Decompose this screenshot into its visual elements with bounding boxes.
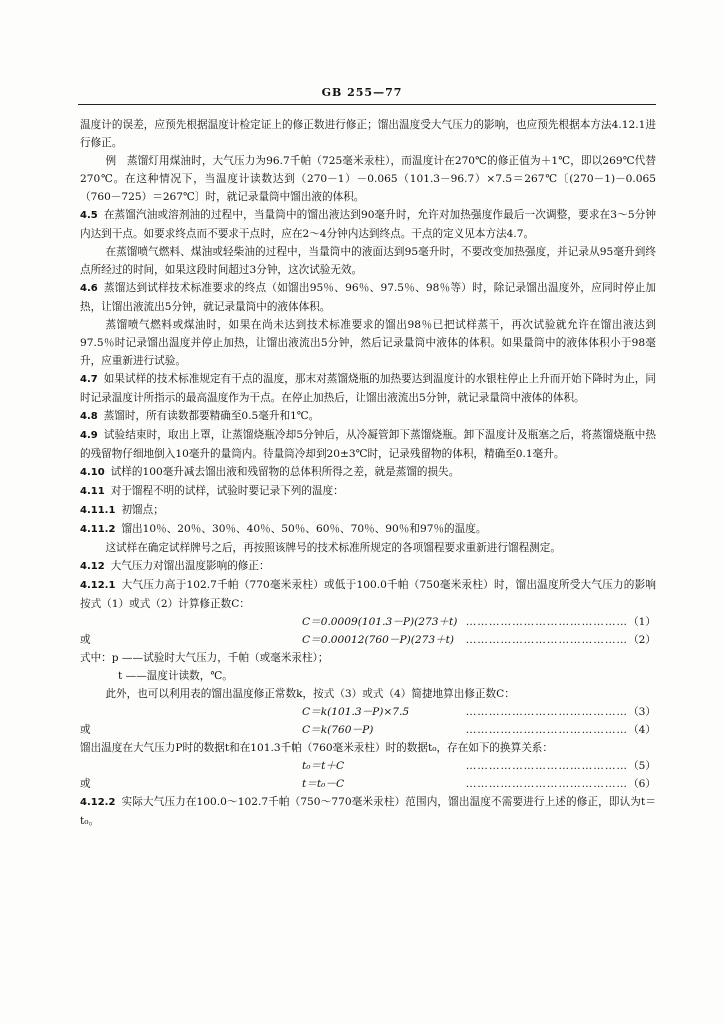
section-text: 实际大气压力在100.0～102.7千帕（750～770毫米汞柱）范围内，馏出温度不需要进行上述的修正，即认为t＝t₀。 — [80, 796, 656, 827]
paragraph-thermometer-correction: 温度计的误差，应预先根据温度计检定证上的修正数进行修正；馏出温度受大气压力的影响，也应预先根据本方法4.12.1进行修正。 — [80, 119, 656, 149]
equation-2 — [80, 631, 656, 649]
section-number: 4.11.1 — [80, 505, 116, 516]
equation-number: （5） — [628, 760, 656, 772]
header-rule — [78, 104, 656, 105]
equation-prefix: 或 — [80, 634, 91, 646]
section-text: 如果试样的技术标准规定有干点的温度，那末对蒸馏烧瓶的加热要达到温度计的水银柱停止上升而开始下降时为止，同时记录温度计所指示的最高温度作为干点。在停止加热后，让馏出液流出5分钟，就记录量筒中液体的体积。 — [80, 373, 656, 404]
section-text: 蒸馏时，所有读数都要精确至0.5毫升和1℃。 — [103, 410, 320, 422]
section-number: 4.12 — [80, 561, 105, 572]
section-text: 大气压力对馏出温度影响的修正： — [110, 560, 270, 572]
section-number: 4.10 — [80, 467, 105, 478]
document-body — [80, 116, 656, 830]
section-number: 4.12.1 — [80, 580, 116, 591]
section-number: 4.11.2 — [80, 524, 116, 535]
equation-formula: t₀＝t＋C — [302, 760, 345, 772]
section-4-11-1 — [80, 501, 656, 520]
section-text: 馏出10％、20％、30％、40％、50％、60％、70％、90％和97％的温度。 — [121, 523, 487, 535]
section-number: 4.9 — [80, 430, 98, 441]
section-text: 大气压力高于102.7千帕（770毫米汞柱）或低于100.0千帕（750毫米汞柱）时，馏出温度所受大气压力的影响按式（1）或式（2）计算修正数C： — [80, 579, 656, 610]
equation-formula: C＝k(101.3－P)×7.5 — [302, 706, 410, 718]
section-text: 在蒸馏汽油或溶剂油的过程中，当量筒中的馏出液达到90毫升时，允许对加热强度作最后一次调整，要求在3～5分钟内达到干点。如要求终点而不要求干点时，应在2～4分钟内达到终点。干点的定义见本方法4.7。 — [80, 209, 656, 240]
equation-number: （1） — [628, 616, 656, 628]
section-4-10 — [80, 463, 656, 482]
dot-leader: …………………………………… — [465, 778, 628, 790]
section-number: 4.11 — [80, 486, 105, 497]
paragraph-4-11-b: 这试样在确定试样牌号之后，再按照该牌号的技术标准所规定的各项馏程要求重新进行馏程测定。 — [105, 542, 561, 554]
equation-number: （2） — [628, 634, 656, 646]
equation-number: （4） — [628, 724, 656, 736]
equation-1 — [80, 613, 656, 631]
section-4-12 — [80, 557, 656, 576]
where-clause — [80, 649, 656, 667]
section-4-12-1 — [80, 576, 656, 613]
section-number: 4.7 — [80, 374, 98, 385]
section-number: 4.8 — [80, 411, 98, 422]
section-text: 试样的100毫升减去馏出液和残留物的总体积所得之差，就是蒸馏的损失。 — [110, 466, 460, 478]
equation-prefix: 或 — [80, 778, 91, 790]
definition-p: p ——试验时大气压力，千帕（或毫米汞柱）； — [111, 652, 329, 664]
section-number: 4.6 — [80, 283, 98, 294]
section-text: 对于馏程不明的试样，试验时要记录下列的温度： — [110, 485, 344, 497]
dot-leader: …………………………………… — [465, 724, 628, 736]
paragraph-4-5-b: 在蒸馏喷气燃料、煤油或轻柴油的过程中，当量筒中的液面达到95毫升时，不要改变加热强度，并记录从95毫升到终点所经过的时间，如果这段时间超过3分钟，这次试验无效。 — [80, 246, 656, 276]
dot-leader: …………………………………… — [465, 706, 628, 718]
equation-5 — [80, 757, 656, 775]
paragraph-example: 例 蒸馏灯用煤油时，大气压力为96.7千帕（725毫米汞柱），而温度计在270℃的修正值为＋1℃，即以269℃代替270℃。在这种情况下，当温度计读数达到（270－1）－0.065（101.3－96.7）×7.5＝267℃〔(270－1)－0.065（760－725）＝267℃〕时，就记录量筒中馏出液的体积。 — [80, 155, 656, 203]
paragraph-conversion-relation: 馏出温度在大气压力P时的数据t和在101.3千帕（760毫米汞柱）时的数据t₀，存在如下的换算关系： — [80, 742, 553, 754]
section-text: 初馏点； — [121, 504, 164, 516]
section-4-8 — [80, 407, 656, 426]
section-number: 4.12.2 — [80, 797, 116, 808]
section-text: 蒸馏达到试样技术标准要求的终点（如馏出95％、96％、97.5％、98％等）时，除记录馏出温度外，应同时停止加热，让馏出液流出5分钟，就记录量筒中的液体体积。 — [80, 282, 656, 313]
section-number: 4.5 — [80, 210, 98, 221]
dot-leader: …………………………………… — [465, 634, 628, 646]
equation-prefix: 或 — [80, 724, 91, 736]
equation-formula: C＝0.0009(101.3－P)(273＋t) — [302, 616, 458, 628]
section-4-7 — [80, 370, 656, 407]
dot-leader: …………………………………… — [465, 760, 628, 772]
paragraph-correction-constant: 此外，也可以利用表的馏出温度修正常数k，按式（3）或式（4）简捷地算出修正数C： — [105, 688, 515, 700]
equation-formula: C＝0.00012(760－P)(273＋t) — [302, 634, 455, 646]
section-text: 试验结束时，取出上罩，让蒸馏烧瓶冷却5分钟后，从冷凝管卸下蒸馏烧瓶。卸下温度计及瓶塞之后，将蒸馏烧瓶中热的残留物仔细地倒入10毫升的量筒内。待量筒冷却到20±3℃时，记录残留物的体积，精确至0.1毫升。 — [80, 429, 656, 460]
equation-4 — [80, 721, 656, 739]
section-4-11 — [80, 482, 656, 501]
definition-t: t ——温度计读数，℃。 — [118, 670, 233, 682]
equation-formula: C＝k(760－P) — [302, 724, 374, 736]
where-label: 式中： — [80, 652, 112, 664]
section-4-5 — [80, 206, 656, 243]
section-4-6 — [80, 279, 656, 316]
standard-code-header: GB 255—77 — [321, 86, 403, 99]
equation-number: （6） — [628, 778, 656, 790]
section-4-12-2 — [80, 793, 656, 830]
equation-number: （3） — [628, 706, 656, 718]
section-4-9 — [80, 426, 656, 463]
equation-formula: t＝t₀－C — [302, 778, 345, 790]
equation-6 — [80, 775, 656, 793]
section-4-11-2 — [80, 520, 656, 539]
paragraph-4-6-b: 蒸馏喷气燃料或煤油时，如果在尚未达到技术标准要求的馏出98％已把试样蒸干，再次试验就允许在馏出液达到97.5％时记录馏出温度并停止加热，让馏出液流出5分钟，然后记录量筒中液体的体积。如果量筒中的液体体积小于98毫升，应重新进行试验。 — [80, 319, 656, 367]
dot-leader: …………………………………… — [465, 616, 628, 628]
equation-3 — [80, 703, 656, 721]
